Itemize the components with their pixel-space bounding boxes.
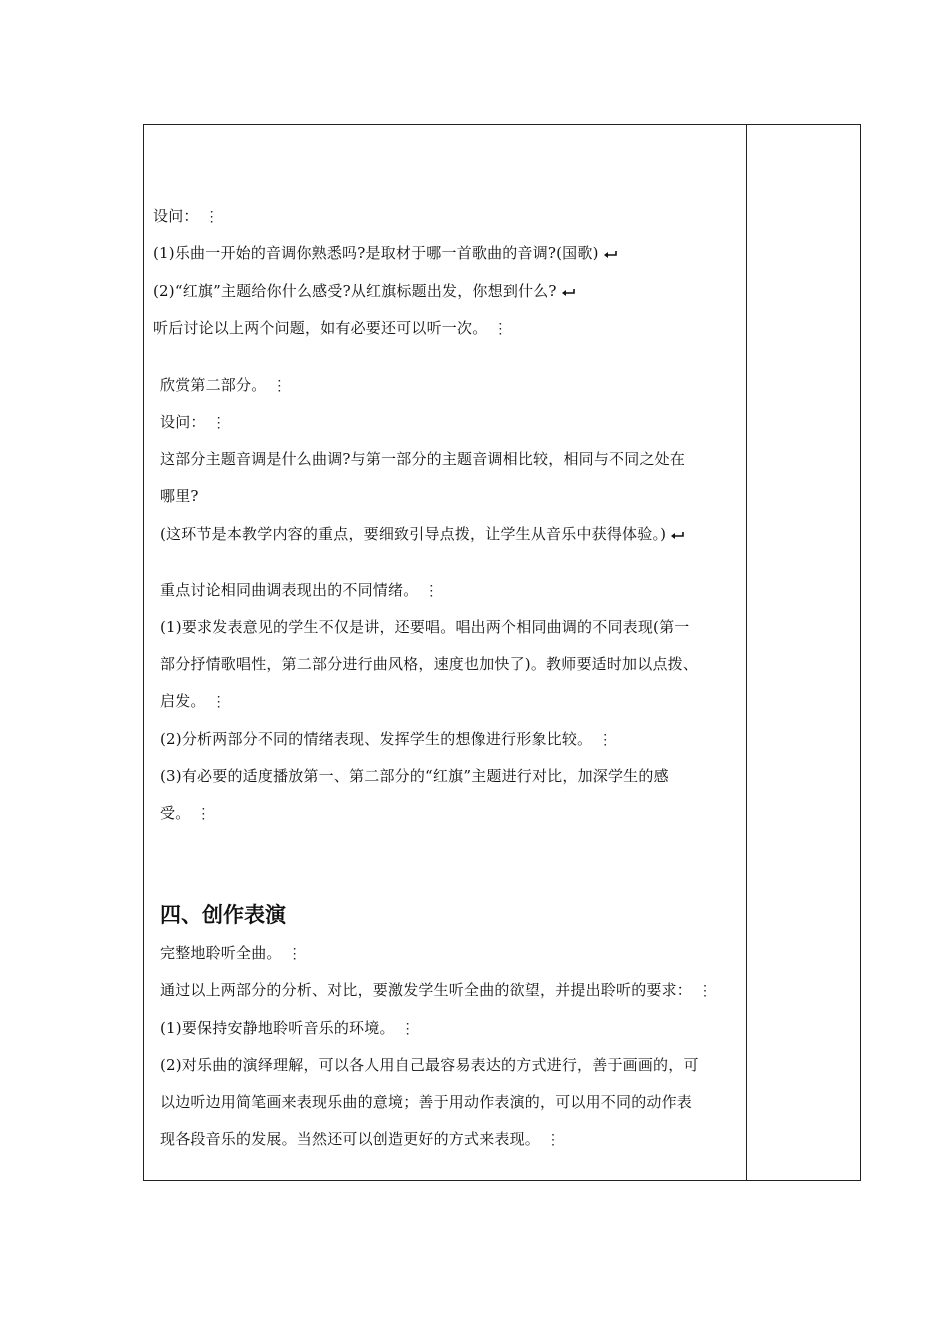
paragraph-mark: ⋮ — [196, 806, 211, 822]
requirement-2-line-2: 以边听边用简笔画来表现乐曲的意境；善于用动作表演的，可以用不同的动作表 — [160, 1093, 693, 1111]
listening-intro: 通过以上两部分的分析、对比，要激发学生听全曲的欲望，并提出聆听的要求： ⋮ — [160, 981, 713, 999]
paragraph-mark: ⋮ — [204, 209, 219, 225]
requirement-2-line-1: (2)对乐曲的演绎理解，可以各人用自己最容易表达的方式进行，善于画画的，可 — [160, 1056, 699, 1074]
question-3-line-1: 这部分主题音调是什么曲调?与第一部分的主题音调相比较，相同与不同之处在 — [160, 450, 686, 468]
item-2: (2)分析两部分不同的情绪表现、发挥学生的想像进行形象比较。 ⋮ — [160, 730, 613, 748]
appreciate-part-two: 欣赏第二部分。 ⋮ — [160, 376, 287, 394]
paragraph-mark: ⋮ — [493, 321, 508, 337]
paragraph-mark: ⋮ — [598, 732, 613, 748]
return-arrow-icon — [560, 287, 576, 297]
item-1-line-3: 启发。 ⋮ — [160, 692, 226, 710]
discussion-note: 听后讨论以上两个问题，如有必要还可以听一次。 ⋮ — [153, 319, 508, 337]
listen-full-piece: 完整地聆听全曲。 ⋮ — [160, 944, 302, 962]
paragraph-mark: ⋮ — [272, 378, 287, 394]
requirement-1: (1)要保持安静地聆听音乐的环境。 ⋮ — [160, 1019, 415, 1037]
item-1-line-2: 部分抒情歌唱性，第二部分进行曲风格，速度也加快了)。教师要适时加以点拨、 — [160, 655, 699, 673]
question-2: (2)“红旗”主题给你什么感受?从红旗标题出发，你想到什么? — [153, 281, 576, 301]
paragraph-mark: ⋮ — [287, 946, 302, 962]
item-3-line-1: (3)有必要的适度播放第一、第二部分的“红旗”主题进行对比，加深学生的感 — [160, 767, 669, 785]
question-3-line-2: 哪里? — [160, 487, 199, 505]
question-1: (1)乐曲一开始的音调你熟悉吗?是取材于哪一首歌曲的音调?(国歌) — [153, 243, 618, 263]
paragraph-mark: ⋮ — [211, 415, 226, 431]
teaching-focus-note: (这环节是本教学内容的重点，要细致引导点拨，让学生从音乐中获得体验。) — [160, 524, 685, 544]
focus-discussion: 重点讨论相同曲调表现出的不同情绪。 ⋮ — [160, 581, 439, 599]
item-3-line-2: 受。 ⋮ — [160, 804, 211, 822]
notes-column-cell — [747, 125, 860, 1180]
section-heading: 四、创作表演 — [160, 902, 286, 927]
requirement-2-line-3: 现各段音乐的发展。当然还可以创造更好的方式来表现。 ⋮ — [160, 1130, 561, 1148]
question-label-2: 设问： ⋮ — [160, 413, 226, 431]
item-1-line-1: (1)要求发表意见的学生不仅是讲，还要唱。唱出两个相同曲调的不同表现(第一 — [160, 618, 690, 636]
paragraph-mark: ⋮ — [546, 1132, 561, 1148]
question-label-1: 设问： ⋮ — [153, 207, 219, 225]
paragraph-mark: ⋮ — [211, 694, 226, 710]
return-arrow-icon — [669, 530, 685, 540]
return-arrow-icon — [602, 249, 618, 259]
paragraph-mark: ⋮ — [424, 583, 439, 599]
paragraph-mark: ⋮ — [400, 1021, 415, 1037]
paragraph-mark: ⋮ — [698, 983, 713, 999]
